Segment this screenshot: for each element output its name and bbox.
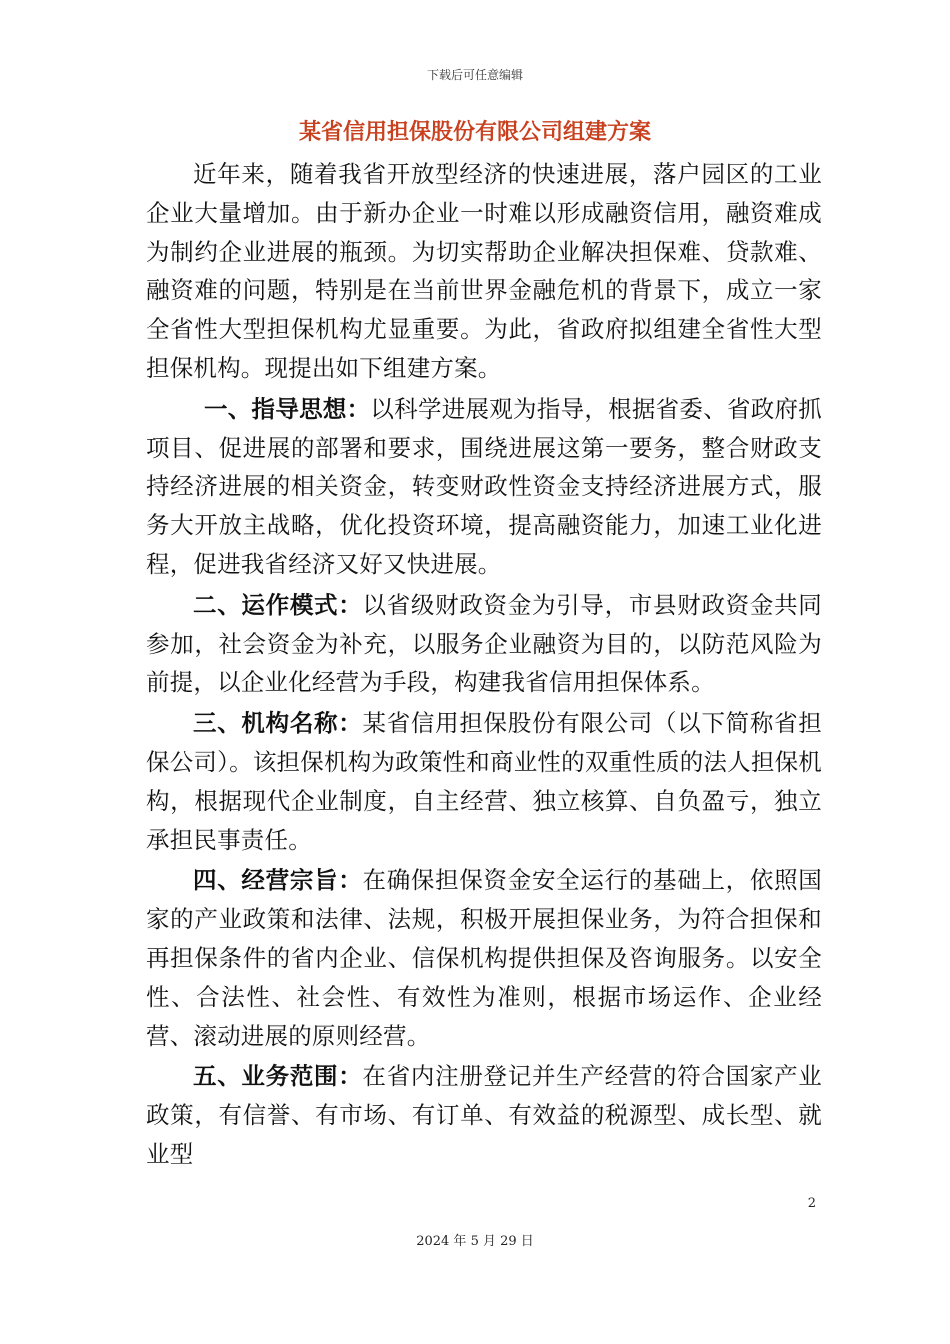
section-heading: 五、业务范围： xyxy=(193,1062,363,1091)
section-text: 在省内注册登记并生产经营的符合国家产业政策，有信誉、有市场、有订单、有效益的税源型、成长型、就业型 xyxy=(146,1062,822,1168)
document-body xyxy=(146,155,822,1174)
section-business-purpose xyxy=(146,861,822,1055)
intro-paragraph: 近年来，随着我省开放型经济的快速进展，落户园区的工业企业大量增加。由于新办企业一时难以形成融资信用，融资难成为制约企业进展的瓶颈。为切实帮助企业解决担保难、贷款难、融资难的问题，特别是在当前世界金融危机的背景下，成立一家全省性大型担保机构尤显重要。为此，省政府拟组建全省性大型担保机构。现提出如下组建方案。 xyxy=(146,160,822,382)
page-header-note: 下载后可任意编辑 xyxy=(426,68,523,82)
section-institution-name xyxy=(146,704,822,859)
document-title: 某省信用担保股份有限公司组建方案 xyxy=(298,120,651,145)
section-operation-mode xyxy=(146,586,822,702)
section-text: 某省信用担保股份有限公司（以下简称省担保公司）。该担保机构为政策性和商业性的双重性质的法人担保机构，根据现代企业制度，自主经营、独立核算、自负盈亏，独立承担民事责任。 xyxy=(146,709,822,854)
section-text: 以省级财政资金为引导，市县财政资金共同参加，社会资金为补充，以服务企业融资为目的，以防范风险为前提，以企业化经营为手段，构建我省信用担保体系。 xyxy=(146,590,822,697)
section-business-scope xyxy=(146,1057,822,1173)
section-heading: 三、机构名称： xyxy=(193,709,363,738)
section-text: 在确保担保资金安全运行的基础上，依照国家的产业政策和法律、法规，积极开展担保业务，为符合担保和再担保条件的省内企业、信保机构提供担保及咨询服务。以安全性、合法性、社会性、有效性为准则，根据市场运作、企业经营、滚动进展的原则经营。 xyxy=(146,866,822,1050)
footer-date: 2024 年 5 月 29 日 xyxy=(416,1234,534,1249)
section-heading: 四、经营宗旨： xyxy=(193,866,363,895)
section-guiding-principle xyxy=(146,390,822,584)
page-number: 2 xyxy=(807,1196,816,1211)
section-text: 以科学进展观为指导，根据省委、省政府抓项目、促进展的部署和要求，围绕进展这第一要务，整合财政支持经济进展的相关资金，转变财政性资金支持经济进展方式，服务大开放主战略，优化投资环境，提高融资能力，加速工业化进程，促进我省经济又好又快进展。 xyxy=(146,394,822,578)
section-heading: 二、运作模式： xyxy=(193,590,363,619)
section-heading: 一、指导思想： xyxy=(204,394,371,423)
